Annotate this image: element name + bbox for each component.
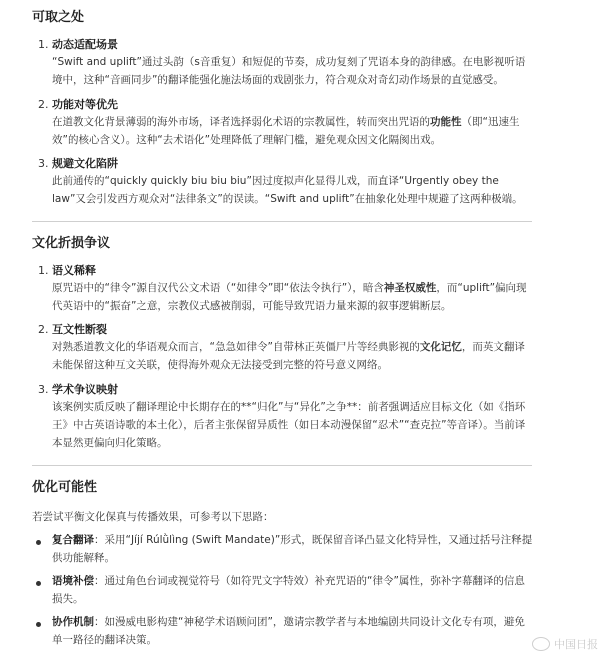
watermark [532, 636, 598, 652]
bullet-dot [36, 622, 41, 627]
weibo-logo-icon [532, 637, 550, 651]
item-number: 1. [38, 38, 49, 51]
item-number: 3. [38, 157, 49, 170]
bullet-dot [36, 540, 41, 545]
section-title-merits: 可取之处 [32, 10, 85, 25]
intro-text: 若尝试平衡文化保真与传播效果，可参考以下思路： [32, 511, 274, 523]
bullet-item: 协作机制：如漫威电影构建“神秘学术语顾问团”，邀请宗教学者与本地编剧共同设计文化专有项，避免单一路径的翻译决策。 [52, 616, 525, 646]
item-title: 语义稀释 [52, 264, 96, 277]
item-title: 学术争议映射 [52, 383, 118, 396]
item-title: 功能对等优先 [52, 98, 118, 111]
bullet-dot [36, 581, 41, 586]
item-number: 2. [38, 323, 49, 336]
bullet-item: 语境补偿：通过角色台词或视觉符号（如符咒文字特效）补充咒语的“律令”属性，弥补字幕翻译的信息损失。 [52, 575, 525, 605]
section-divider [32, 221, 532, 222]
item-title: 动态适配场景 [52, 38, 118, 51]
item-text: “Swift and uplift”通过头韵（s音重复）和短促的节奏，成功复刻了咒语本身的韵律感。在电影视听语境中，这种“音画同步”的翻译能强化施法场面的戏剧张力，符合观众对奇幻动作场景的直觉感受。 [52, 56, 526, 86]
watermark-text: 中国日报 [554, 638, 598, 651]
item-text: 该案例实质反映了翻译理论中长期存在的**“归化”与“异化”之争**：前者强调适应目标文化（如《指环王》中古英语诗歌的本土化），后者主张保留异质性（如日本动漫保留“忍术”“查克拉”等音译）。当前译本显然更偏向归化策略。 [52, 401, 526, 449]
item-text: 此前通传的“quickly quickly biu biu biu”因过度拟声化显得儿戏，而直译“Urgently obey the law”又会引发西方观众对“法律条文”的误读。“Swift and uplift”在抽象化处理中规避了这两种极端。 [52, 175, 523, 205]
item-title: 互文性断裂 [52, 323, 107, 336]
item-title: 规避文化陷阱 [52, 157, 118, 170]
item-number: 3. [38, 383, 49, 396]
section-title-optimization: 优化可能性 [32, 480, 98, 495]
item-text: 原咒语中的“律令”源自汉代公文术语（“如律令”即“依法令执行”），暗含神圣权威性，而“uplift”偏向现代英语中的“振奋”之意，宗教仪式感被削弱，可能导致咒语力量来源的叙事逻辑断层。 [52, 282, 527, 312]
item-text: 在道教文化背景薄弱的海外市场，译者选择弱化术语的宗教属性，转而突出咒语的功能性（即“迅速生效”的核心含义）。这种“去术语化”处理降低了理解门槛，避免观众因文化隔阂出戏。 [52, 116, 520, 146]
item-text: 对熟悉道教文化的华语观众而言，“急急如律令”自带林正英僵尸片等经典影视的文化记忆，而英文翻译未能保留这种互文关联，使得海外观众无法接受到完整的符号意义网络。 [52, 341, 525, 371]
item-number: 2. [38, 98, 49, 111]
item-number: 1. [38, 264, 49, 277]
bullet-item: 复合翻译：采用“Jíjí Rúlǜlìng (Swift Mandate)”形式，既保留音译凸显文化特异性，又通过括号注释提供功能解释。 [52, 534, 533, 564]
section-divider [32, 465, 532, 466]
section-title-controversy: 文化折损争议 [32, 236, 111, 251]
